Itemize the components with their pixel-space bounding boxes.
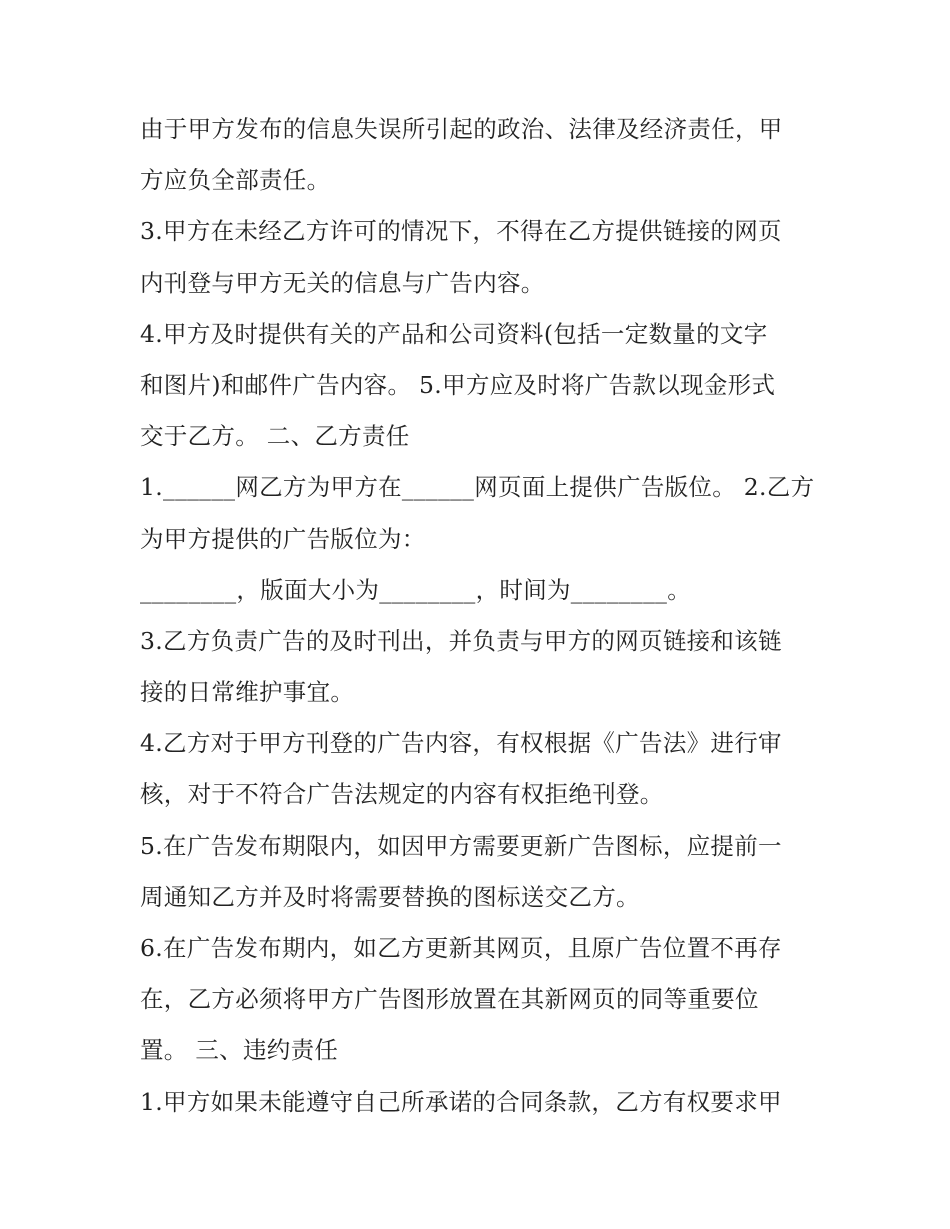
text-line: ________，版面大小为________，时间为________。 [140,575,691,604]
text-line: 6.在广告发布期内，如乙方更新其网页，且原广告位置不再存 [140,934,782,962]
text-line: 周通知乙方并及时将需要替换的图标送交乙方。 [140,882,640,911]
text-line: 由于甲方发布的信息失误所引起的政治、法律及经济责任，甲 [140,115,783,143]
text-line: 核，对于不符合广告法规定的内容有权拒绝刊登。 [140,780,664,809]
text-line: 3.乙方负责广告的及时刊出，并负责与甲方的网页链接和该链 [140,626,782,655]
text-line: 接的日常维护事宜。 [140,678,355,707]
text-line: 4.甲方及时提供有关的产品和公司资料(包括一定数量的文字 [140,319,768,348]
text-line: 置。 三、违约责任 [140,1036,339,1065]
text-line: 方应负全部责任。 [140,166,331,195]
text-line: 交于乙方。 二、乙方责任 [140,422,410,451]
text-line: 5.在广告发布期限内，如因甲方需要更新广告图标，应提前一 [140,831,782,860]
text-line: 1.______网乙方为甲方在______网页面上提供广告版位。 2.乙方 [140,473,815,502]
text-line: 3.甲方在未经乙方许可的情况下，不得在乙方提供链接的网页 [140,217,782,246]
text-line: 1.甲方如果未能遵守自己所承诺的合同条款，乙方有权要求甲 [140,1087,782,1116]
text-line: 在，乙方必须将甲方广告图形放置在其新网页的同等重要位 [140,985,759,1014]
text-line: 内刊登与甲方无关的信息与广告内容。 [140,268,545,297]
text-line: 和图片)和邮件广告内容。 5.甲方应及时将广告款以现金形式 [140,370,776,399]
body-text [140,104,820,1128]
text-line: 4.乙方对于甲方刊登的广告内容，有权根据《广告法》进行审 [140,729,782,758]
text-line: 为甲方提供的广告版位为： [140,524,426,553]
